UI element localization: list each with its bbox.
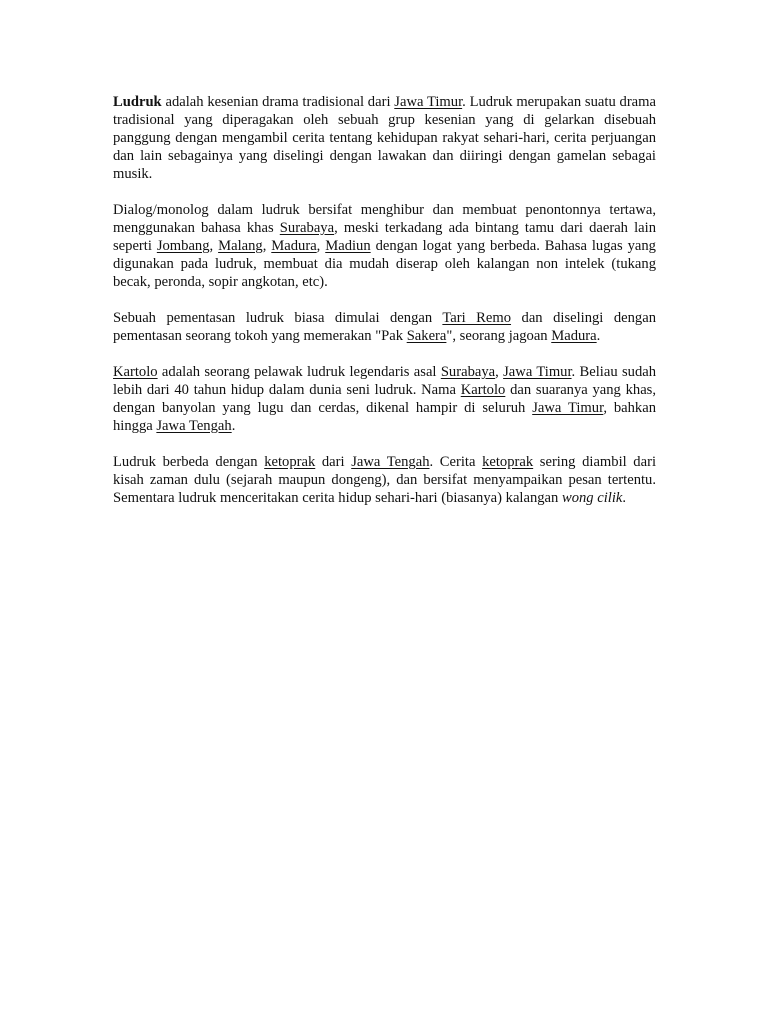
link-ketoprak[interactable]: ketoprak (482, 454, 534, 470)
text-run: , (316, 238, 326, 254)
text-run: adalah kesenian drama tradisional dari (161, 94, 395, 110)
text-run: . (596, 328, 601, 344)
text-run: Ludruk berbeda dengan (113, 454, 265, 470)
text-run: , (495, 364, 504, 380)
bold-term: Ludruk (113, 94, 162, 110)
link-jawa-timur[interactable]: Jawa Timur (532, 400, 604, 416)
text-run: . Ludruk merupakan suatu drama tradisional yang diperagakan oleh sebuah grup kesenian yang di gelarkan disebuah panggung dengan mengambil cerita tentang kehidupan rakyat sehari-hari, cerita perjuangan dan lain sebagainya yang diselingi dengan lawakan dan diiringi dengan gamelan sebagai musik. (113, 94, 656, 182)
text-run: dengan logat yang berbeda. Bahasa lugas yang digunakan pada ludruk, membuat dia mudah diserap oleh kalangan non intelek (tukang becak, peronda, sopir angkotan, etc). (113, 238, 656, 290)
text-run: sering diambil dari kisah zaman dulu (sejarah maupun dongeng), dan bersifat menyampaikan pesan tertentu. Sementara ludruk menceritakan cerita hidup sehari-hari (biasanya) kalangan (113, 454, 656, 506)
paragraph-3 (113, 309, 656, 345)
text-run: , (262, 238, 272, 254)
link-jombang[interactable]: Jombang (156, 238, 210, 254)
link-ketoprak[interactable]: ketoprak (264, 454, 316, 470)
paragraph-2 (113, 201, 656, 291)
text-run: dan suaranya yang khas, dengan banyolan yang lugu dan cerdas, dikenal hampir di seluruh (113, 382, 656, 416)
link-surabaya[interactable]: Surabaya (440, 364, 496, 380)
italic-term: wong cilik (561, 490, 623, 506)
link-jawa-tengah[interactable]: Jawa Tengah (351, 454, 430, 470)
link-jawa-tengah[interactable]: Jawa Tengah (156, 418, 232, 434)
link-malang[interactable]: Malang (218, 238, 263, 254)
text-run: , bahkan hingga (113, 400, 656, 434)
text-run: Dialog/monolog dalam ludruk bersifat menghibur dan membuat penontonnya tertawa, menggunakan bahasa khas (113, 202, 656, 236)
text-run: , meski terkadang ada bintang tamu dari daerah lain seperti (113, 220, 656, 254)
document-page (113, 93, 656, 525)
link-surabaya[interactable]: Surabaya (279, 220, 335, 236)
text-run: Sebuah pementasan ludruk biasa dimulai dengan (113, 310, 443, 326)
text-run: , (209, 238, 219, 254)
link-jawa-timur[interactable]: Jawa Timur (394, 94, 463, 110)
link-kartolo[interactable]: Kartolo (460, 382, 506, 398)
text-run: ", seorang jagoan (446, 328, 552, 344)
paragraph-5 (113, 453, 656, 507)
text-run: adalah seorang pelawak ludruk legendaris asal (157, 364, 441, 380)
link-jawa-timur[interactable]: Jawa Timur (503, 364, 572, 380)
link-madiun[interactable]: Madiun (325, 238, 371, 254)
link-madura[interactable]: Madura (551, 328, 597, 344)
text-run: dan diselingi dengan pementasan seorang tokoh yang memerakan "Pak (113, 310, 656, 344)
text-run: . Cerita (429, 454, 483, 470)
text-run: . (622, 490, 627, 506)
text-run: . Beliau sudah lebih dari 40 tahun hidup dalam dunia seni ludruk. Nama (113, 364, 657, 398)
text-run: . (231, 418, 236, 434)
link-madura[interactable]: Madura (271, 238, 317, 254)
link-kartolo[interactable]: Kartolo (113, 364, 158, 380)
paragraph-1 (113, 93, 656, 183)
link-tari-remo[interactable]: Tari Remo (442, 310, 512, 326)
paragraph-4 (113, 363, 656, 435)
link-sakera[interactable]: Sakera (406, 328, 447, 344)
text-run: dari (315, 454, 352, 470)
